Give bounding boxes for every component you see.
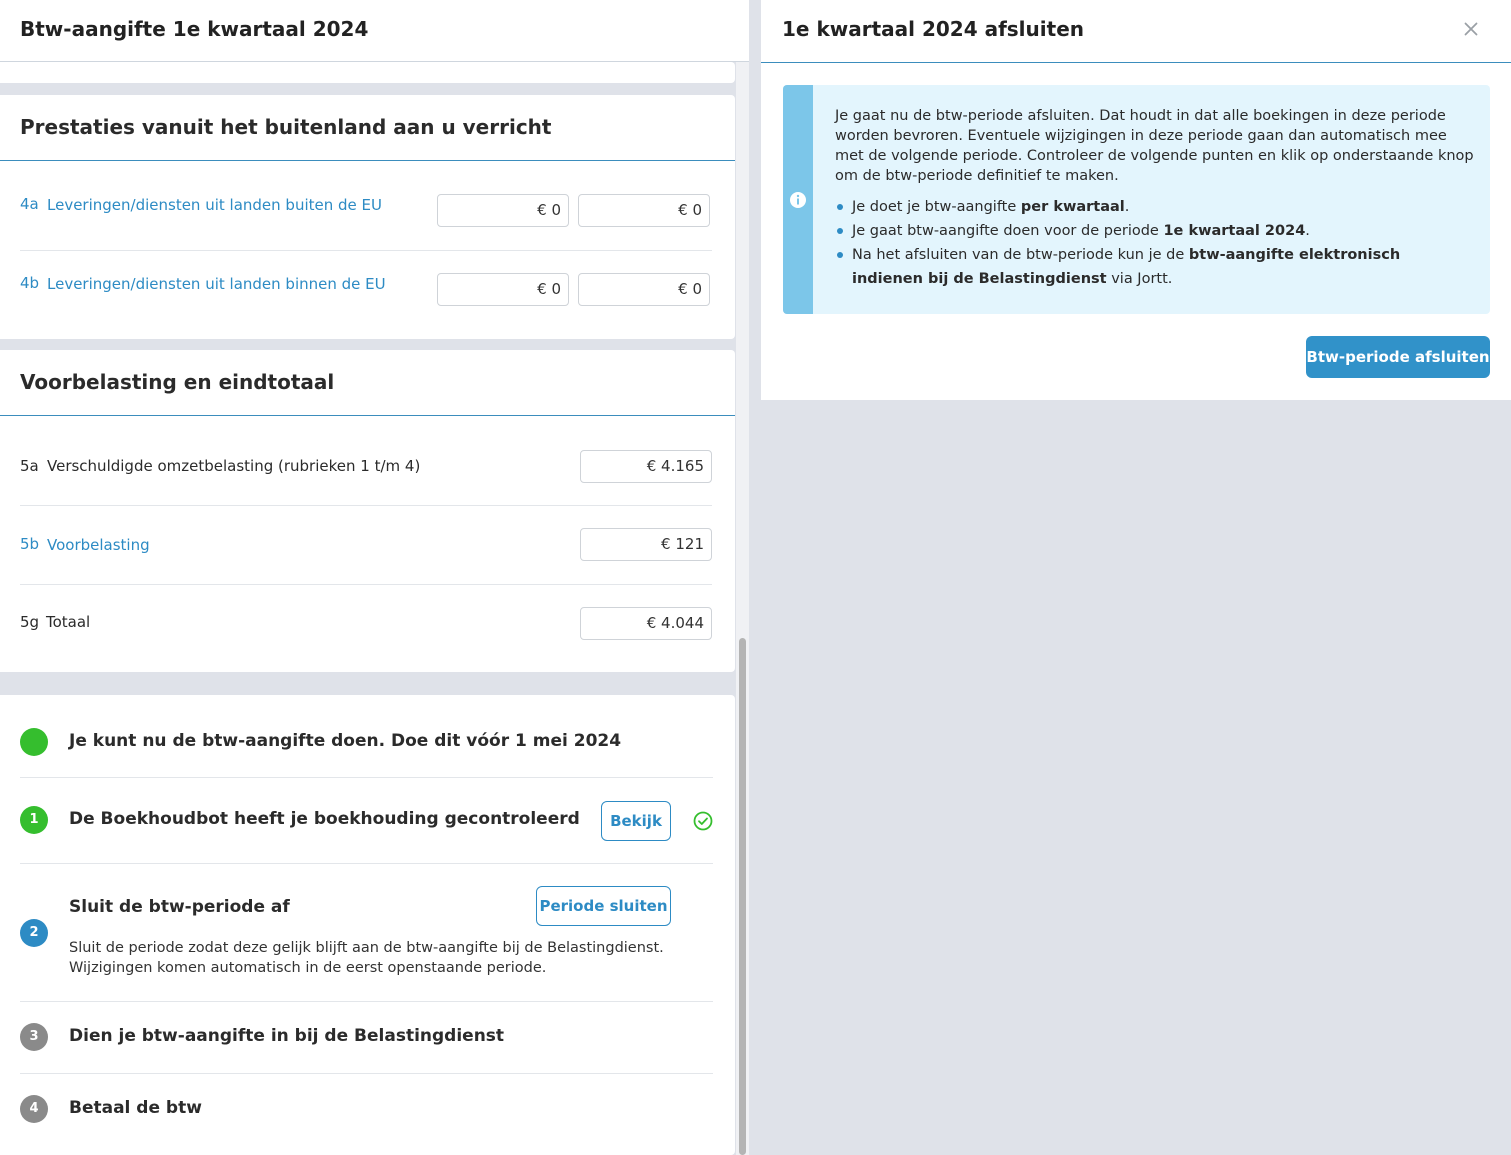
amount-field-turnover[interactable]: € 0: [437, 273, 569, 306]
checklist: [835, 195, 1475, 291]
row-divider: [20, 777, 713, 778]
step-4: [20, 1095, 713, 1125]
check-circle-icon: [693, 811, 713, 831]
vat-row-5g: [20, 584, 712, 663]
row-divider: [20, 863, 713, 864]
step-title: Dien je btw-aangifte in bij de Belastingdienst: [69, 1026, 505, 1046]
info-text: Je gaat nu de btw-periode afsluiten. Dat houdt in dat alle boekingen in deze periode worden bevroren. Eventuele wijzigingen in deze periode gaan dan automatisch mee met de volgende periode. Controleer de volgende punten en klik op onderstaande knop om de btw-periode definitief te maken.: [835, 108, 1474, 184]
page-title: Btw-aangifte 1e kwartaal 2024: [20, 17, 369, 41]
amount-field[interactable]: € 121: [580, 528, 712, 561]
row-code[interactable]: 5b: [20, 535, 40, 553]
steps-card: [0, 695, 735, 1155]
step-title: De Boekhoudbot heeft je boekhouding gecontroleerd: [69, 809, 580, 829]
row-code[interactable]: 4a: [20, 195, 39, 213]
row-label: Verschuldigde omzetbelasting (rubrieken 1 t/m 4): [47, 457, 421, 475]
checklist-item: [835, 195, 1475, 219]
section-title: Prestaties vanuit het buitenland aan u verricht: [20, 115, 552, 139]
vat-row-4a: [20, 170, 712, 249]
row-code: 5g: [20, 613, 40, 631]
status-text: Je kunt nu de btw-aangifte doen. Doe dit vóór 1 mei 2024: [69, 731, 622, 751]
bekijk-button[interactable]: Bekijk: [601, 801, 671, 841]
step-number-badge: 1: [20, 806, 48, 834]
dialog-header: [761, 0, 1511, 63]
step-number-badge: 4: [20, 1095, 48, 1123]
checklist-emphasis: btw-aangifte elektronisch indienen bij de Belastingdienst: [852, 247, 1401, 287]
step-number-badge: 3: [20, 1023, 48, 1051]
dialog-title: 1e kwartaal 2024 afsluiten: [782, 17, 1084, 41]
checklist-emphasis: 1e kwartaal 2024: [1163, 223, 1306, 239]
step-3: [20, 1023, 713, 1053]
section-title: Voorbelasting en eindtotaal: [20, 370, 335, 394]
amount-field-turnover[interactable]: € 0: [437, 194, 569, 227]
section-divider: [0, 160, 735, 161]
checklist-text: via Jortt.: [1106, 271, 1173, 287]
vat-row-5a: [20, 426, 712, 505]
checklist-text: Na het afsluiten van de btw-periode kun je de: [852, 247, 1189, 263]
checklist-text: .: [1124, 199, 1130, 215]
step-1: [20, 805, 713, 835]
vat-row-4b: [20, 250, 712, 329]
checklist-text: Je gaat btw-aangifte doen voor de periode: [852, 223, 1164, 239]
amount-field-vat[interactable]: € 0: [578, 273, 710, 306]
scrollbar-thumb[interactable]: [739, 638, 746, 1155]
step-title: Sluit de btw-periode af: [69, 897, 290, 917]
step-2: [20, 885, 713, 985]
row-code[interactable]: 4b: [20, 274, 40, 292]
close-period-dialog: [761, 0, 1511, 400]
checklist-item: [835, 219, 1475, 243]
amount-field-total[interactable]: € 4.044: [580, 607, 712, 640]
step-number-badge: 2: [20, 919, 48, 947]
checklist-text: .: [1305, 223, 1310, 239]
section-voorbelasting: [0, 350, 735, 672]
section-divider: [0, 415, 735, 416]
step-title: Betaal de btw: [69, 1098, 202, 1118]
row-divider: [20, 1001, 713, 1002]
row-label-link[interactable]: Leveringen/diensten uit landen buiten de EU: [47, 196, 382, 214]
vat-return-panel: [0, 0, 749, 1155]
amount-field-vat[interactable]: € 0: [578, 194, 710, 227]
info-icon: [789, 191, 807, 209]
checklist-emphasis: per kwartaal: [1020, 199, 1125, 215]
status-indicator: [20, 728, 48, 756]
close-icon[interactable]: [1461, 19, 1481, 39]
checklist-item: [835, 243, 1475, 291]
step-description: Sluit de periode zodat deze gelijk blijft aan de btw-aangifte bij de Belastingdienst. Wijzigingen komen automatisch in de eerst openstaande periode.: [69, 940, 664, 976]
row-label-link[interactable]: Leveringen/diensten uit landen binnen de EU: [47, 275, 386, 293]
row-code: 5a: [20, 457, 39, 475]
row-label-link[interactable]: Voorbelasting: [47, 536, 150, 554]
vat-row-5b: [20, 505, 712, 584]
previous-section-card: [0, 62, 735, 83]
periode-sluiten-button[interactable]: Periode sluiten: [536, 886, 671, 926]
amount-field[interactable]: € 4.165: [580, 450, 712, 483]
row-label: Totaal: [46, 613, 91, 631]
section-buitenland: [0, 95, 735, 339]
info-box: [783, 85, 1490, 314]
status-step: [20, 727, 713, 757]
left-header: [0, 0, 749, 62]
close-period-button[interactable]: Btw-periode afsluiten: [1306, 336, 1490, 378]
row-divider: [20, 1073, 713, 1074]
checklist-text: Je doet je btw-aangifte: [852, 199, 1021, 215]
